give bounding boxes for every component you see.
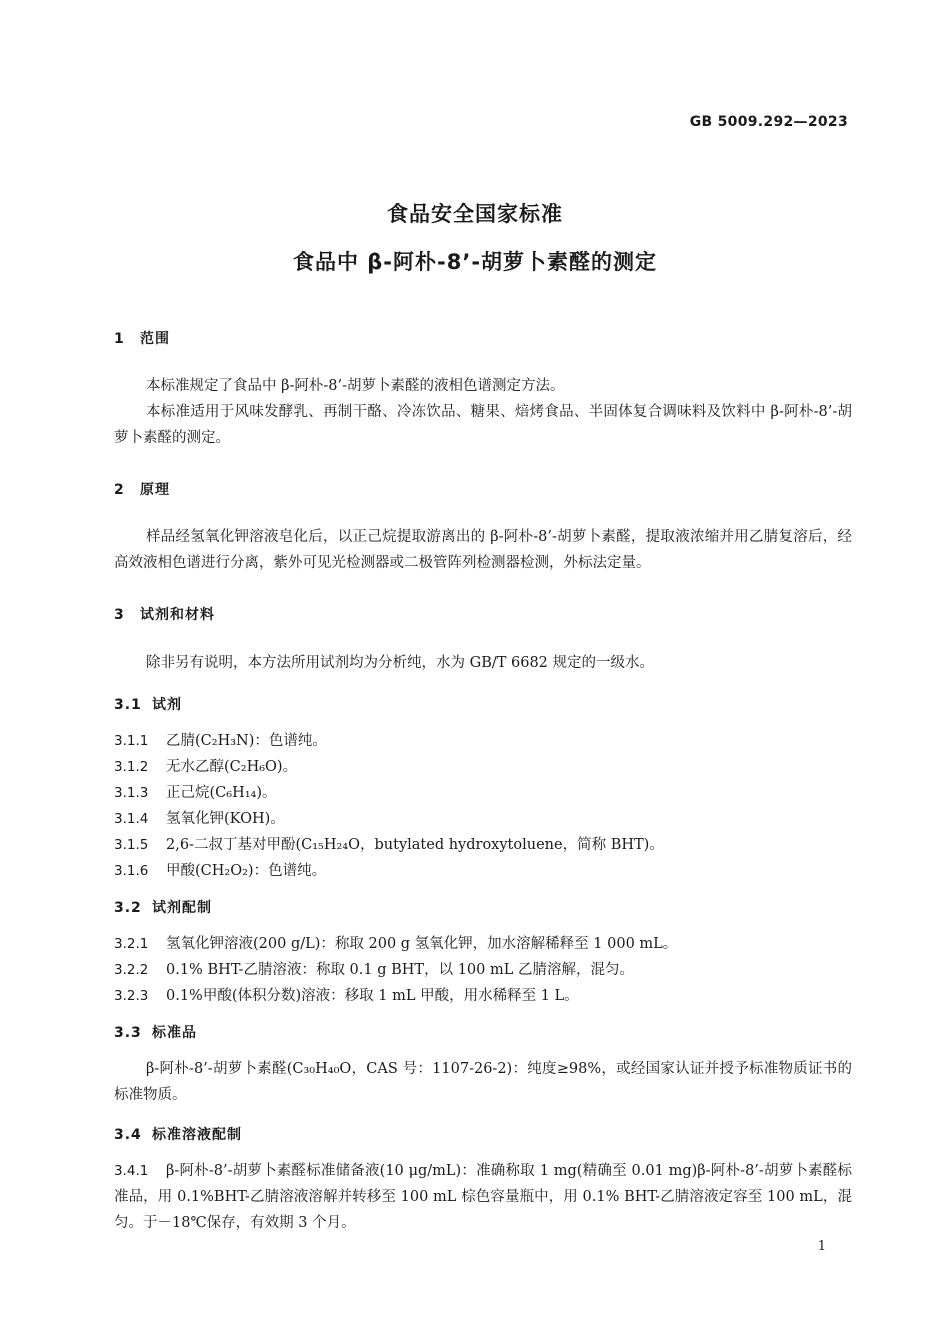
subsection-title: 标准品 <box>152 1025 197 1041</box>
standard-paragraph: β-阿朴-8’-胡萝卜素醛(C₃₀H₄₀O，CAS 号：1107-26-2)：纯度≥98%，或经国家认证并授予标准物质证书的标准物质。 <box>114 1061 852 1103</box>
reagents-paragraph: 除非另有说明，本方法所用试剂均为分析纯，水为 GB/T 6682 规定的一级水。 <box>146 655 655 671</box>
item-number: 3.1.2 <box>114 759 149 775</box>
item-number: 3.1.3 <box>114 785 149 801</box>
section-title: 原理 <box>140 482 170 498</box>
subsection-3-2-heading <box>114 897 212 917</box>
item-text: β-阿朴-8’-胡萝卜素醛标准储备液(10 μg/mL)：准确称取 1 mg(精确至 0.01 mg)β-阿朴-8’-胡萝卜素醛标准品，用 0.1%BHT-乙腈溶液溶解并转移至 100 mL 棕色容量瓶中，用 0.1% BHT-乙腈溶液定容至 100 mL，混匀。于－18℃保存，有效期 3 个月。 <box>114 1163 852 1231</box>
sub-title: 食品中 β-阿朴-8’-胡萝卜素醛的测定 <box>292 250 658 274</box>
item-text: 0.1% BHT-乙腈溶液：称取 0.1 g BHT，以 100 mL 乙腈溶解，混匀。 <box>166 962 634 978</box>
section-number: 1 <box>114 331 125 347</box>
list-item <box>114 1158 852 1236</box>
item-text: 甲酸(CH₂O₂)：色谱纯。 <box>166 863 327 879</box>
list-item <box>114 858 852 884</box>
subsection-number: 3.2 <box>114 900 142 916</box>
item-number: 3.1.5 <box>114 837 149 853</box>
section-3-heading <box>114 604 215 624</box>
item-number: 3.1.4 <box>114 811 149 827</box>
list-item <box>114 832 852 858</box>
item-text: 氢氧化钾溶液(200 g/L)：称取 200 g 氢氧化钾，加水溶解稀释至 1 000 mL。 <box>166 936 678 952</box>
subsection-title: 试剂配制 <box>152 900 212 916</box>
item-text: 氢氧化钾(KOH)。 <box>166 811 285 827</box>
list-item <box>114 983 852 1009</box>
item-text: 2,6-二叔丁基对甲酚(C₁₅H₂₄O，butylated hydroxytoluene，简称 BHT)。 <box>166 837 664 853</box>
item-number: 3.2.3 <box>114 988 149 1004</box>
standard-code: GB 5009.292—2023 <box>689 114 848 130</box>
list-item <box>114 806 852 832</box>
item-text: 乙腈(C₂H₃N)：色谱纯。 <box>166 733 327 749</box>
list-item <box>114 931 852 957</box>
subsection-number: 3.3 <box>114 1025 142 1041</box>
subsection-3-4-heading <box>114 1124 242 1144</box>
item-number: 3.2.1 <box>114 936 149 952</box>
item-text: 0.1%甲酸(体积分数)溶液：移取 1 mL 甲酸，用水稀释至 1 L。 <box>166 988 579 1004</box>
item-text: 正己烷(C₆H₁₄)。 <box>166 785 277 801</box>
section-2-heading <box>114 479 170 499</box>
list-item <box>114 780 852 806</box>
subsection-3-1-heading <box>114 694 182 714</box>
list-item <box>114 957 852 983</box>
section-title: 范围 <box>140 331 170 347</box>
scope-paragraph-1: 本标准规定了食品中 β-阿朴-8’-胡萝卜素醛的液相色谱测定方法。 <box>146 378 565 394</box>
list-item <box>114 728 852 754</box>
item-number: 3.1.6 <box>114 863 149 879</box>
item-number: 3.1.1 <box>114 733 149 749</box>
subsection-3-3-heading <box>114 1022 197 1042</box>
section-number: 3 <box>114 607 125 623</box>
page-number: 1 <box>817 1239 826 1254</box>
section-title: 试剂和材料 <box>140 607 215 623</box>
principle-paragraph: 样品经氢氧化钾溶液皂化后，以正己烷提取游离出的 β-阿朴-8’-胡萝卜素醛，提取液浓缩并用乙腈复溶后，经高效液相色谱进行分离，紫外可见光检测器或二极管阵列检测器检测，外标法定量。 <box>114 529 852 571</box>
section-1-heading <box>114 328 170 348</box>
scope-paragraph-2: 本标准适用于风味发酵乳、再制干酪、冷冻饮品、糖果、焙烤食品、半固体复合调味料及饮料中 β-阿朴-8’-胡萝卜素醛的测定。 <box>114 404 852 446</box>
subsection-number: 3.1 <box>114 697 142 713</box>
subsection-number: 3.4 <box>114 1127 142 1143</box>
section-number: 2 <box>114 482 125 498</box>
item-number: 3.4.1 <box>114 1163 149 1179</box>
main-title: 食品安全国家标准 <box>387 202 563 226</box>
subsection-title: 试剂 <box>152 697 182 713</box>
subsection-title: 标准溶液配制 <box>152 1127 242 1143</box>
item-text: 无水乙醇(C₂H₆O)。 <box>166 759 298 775</box>
item-number: 3.2.2 <box>114 962 149 978</box>
list-item <box>114 754 852 780</box>
